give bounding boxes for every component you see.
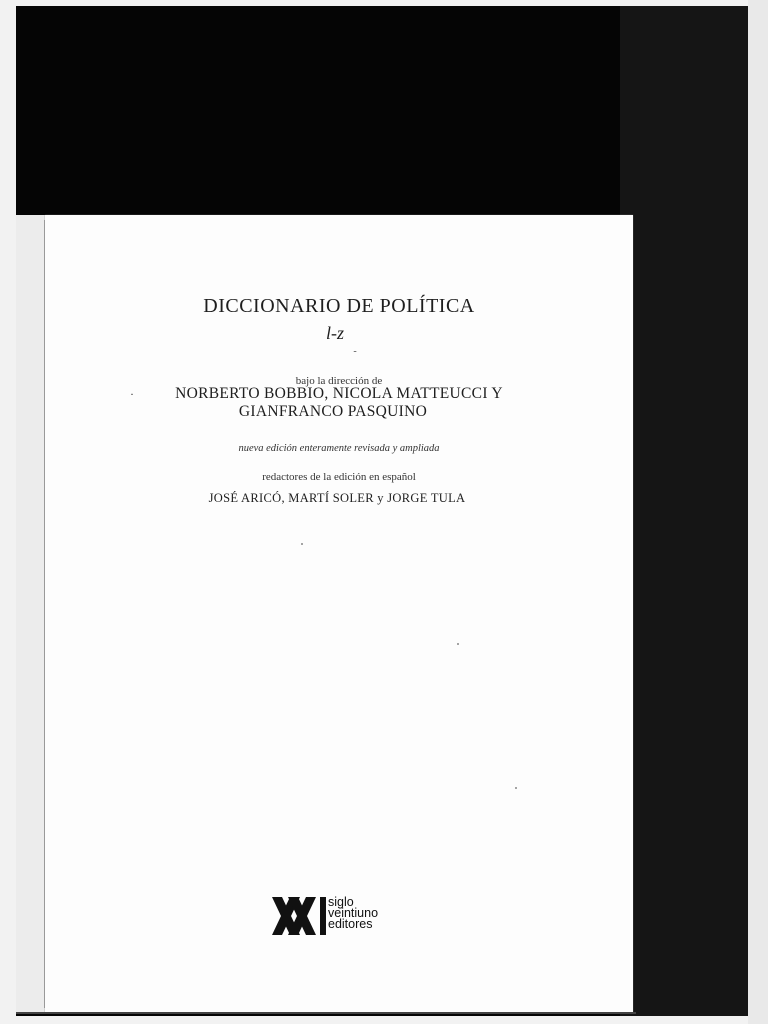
direction-label: bajo la dirección de — [295, 375, 383, 387]
publisher-line-1: siglo — [328, 895, 354, 909]
title-dash: - — [353, 346, 357, 357]
editors-names: JOSÉ ARICÓ, MARTÍ SOLER y JORGE TULA — [208, 491, 466, 505]
authors-line-1: NORBERTO BOBBIO, NICOLA MATTEUCCI Y — [175, 385, 503, 402]
scanner-noise — [620, 6, 748, 1016]
authors-line-2: GIANFRANCO PASQUINO — [238, 403, 428, 420]
volume-range: l-z — [326, 323, 344, 343]
book-title: DICCIONARIO DE POLÍTICA — [203, 295, 475, 317]
siglo-xxi-logo-icon — [270, 895, 328, 937]
publisher-line-2: veintiuno — [328, 906, 379, 920]
scan-speck — [515, 787, 517, 789]
scan-edge — [748, 0, 768, 1024]
stray-bullet: · — [130, 387, 134, 401]
publisher-line-3: editores — [328, 917, 373, 931]
page-left-edge-line — [44, 220, 45, 1008]
editors-label: redactores de la edición en español — [262, 471, 416, 483]
scan-speck — [457, 643, 459, 645]
publisher-name — [328, 897, 378, 930]
publisher-imprint — [270, 895, 430, 937]
title-page — [45, 215, 633, 1013]
scan-speck — [301, 543, 303, 545]
page-bottom-edge-line — [16, 1012, 636, 1014]
edition-note: nueva edición enteramente revisada y ampliada — [238, 443, 440, 454]
